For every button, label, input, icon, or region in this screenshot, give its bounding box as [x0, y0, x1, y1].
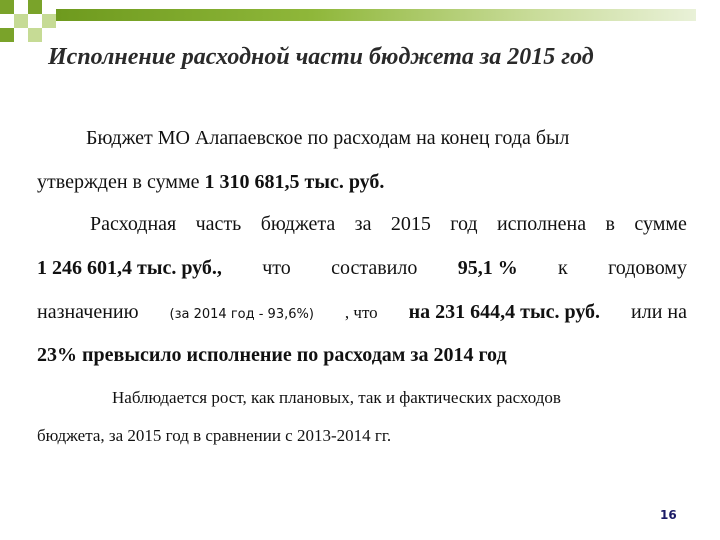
word: годовому: [608, 257, 687, 279]
checker-square: [42, 14, 56, 28]
word: год: [450, 213, 478, 235]
word: сумме: [634, 213, 687, 235]
approved-amount: 1 310 681,5 тыс. руб.: [204, 171, 385, 193]
execution-percent: 95,1 %: [457, 257, 518, 279]
decorative-top-bar: [56, 9, 696, 21]
paragraph2-line3: [37, 302, 687, 325]
checker-square: [28, 0, 42, 14]
word: 2015: [390, 213, 431, 235]
word: бюджета: [260, 213, 336, 235]
checker-square: [0, 0, 14, 14]
paragraph2-line1: [90, 214, 687, 234]
word: к: [558, 257, 568, 279]
paragraph2-line2: [37, 258, 687, 278]
word: Расходная: [90, 213, 177, 235]
word: что: [262, 257, 291, 279]
paragraph1-line2: [37, 172, 687, 192]
previous-year-note: (за 2014 год - 93,6%): [169, 307, 314, 322]
increase-amount: на 231 644,4 тыс. руб.: [408, 301, 601, 323]
paragraph3-line2: бюджета, за 2015 год в сравнении с 2013-2014 гг.: [37, 426, 392, 445]
paragraph2-line3-tail: или на: [631, 301, 687, 323]
checker-square: [14, 14, 28, 28]
word: в: [605, 213, 615, 235]
paragraph1-line2-prefix: утвержден в сумме: [37, 171, 205, 193]
page-title: Исполнение расходной части бюджета за 2015 год: [48, 44, 594, 70]
word: за: [354, 213, 372, 235]
paragraph2-line3-prefix: назначению: [37, 301, 139, 323]
paragraph1-line1: Бюджет МО Алапаевское по расходам на конец года был: [86, 127, 570, 149]
paragraph2-line4: 23% превысило исполнение по расходам за 2014 год: [37, 344, 507, 366]
word: часть: [195, 213, 242, 235]
page-number: 16: [660, 508, 677, 522]
executed-amount: 1 246 601,4 тыс. руб.,: [37, 257, 222, 279]
word: составило: [331, 257, 418, 279]
paragraph3-line1: Наблюдается рост, как плановых, так и фактических расходов: [112, 388, 561, 407]
checker-square: [28, 28, 42, 42]
checker-square: [0, 28, 14, 42]
decorative-checker-pattern: [0, 0, 60, 44]
paragraph2-line3-mid: , что: [344, 303, 378, 322]
word: исполнена: [496, 213, 587, 235]
